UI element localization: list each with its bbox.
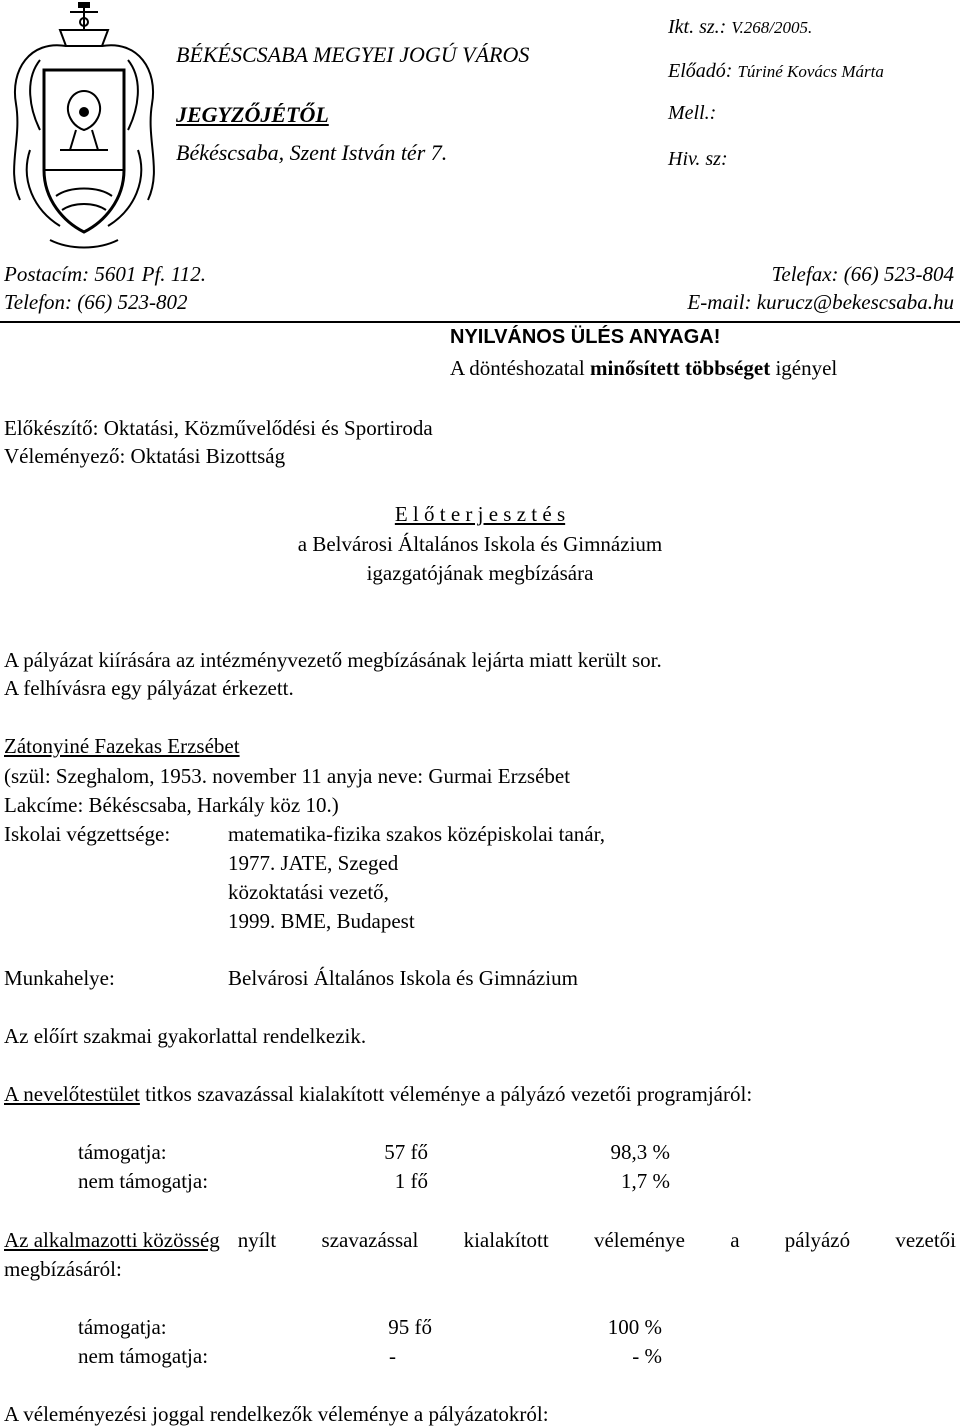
applicant-birth: (szül: Szeghalom, 1953. november 11 anyja neve: Gurmai Erzsébet — [4, 764, 571, 788]
education-line-4: 1999. BME, Budapest — [228, 909, 415, 933]
community-vote-against-count: - — [389, 1344, 396, 1368]
decision-post: igényel — [770, 356, 838, 380]
presenter-label: Előadó: — [668, 60, 733, 82]
community-vote-support-count: 95 fő — [388, 1315, 432, 1339]
hiv-label: Hiv. sz: — [668, 148, 728, 170]
applicant-residence: Lakcíme: Békéscsaba, Harkály köz 10.) — [4, 793, 339, 817]
paragraph-2: A felhívásra egy pályázat érkezett. — [4, 676, 294, 700]
city-name: BÉKÉSCSABA MEGYEI JOGÚ VÁROS — [176, 42, 530, 67]
presenter — [668, 60, 884, 83]
decision-majority: minősített többséget — [589, 356, 771, 380]
community-opinion-line-2: megbízásáról: — [4, 1257, 122, 1281]
education-line-1: matematika-fizika szakos középiskolai tanár, — [228, 822, 606, 846]
workplace-label: Munkahelye: — [4, 966, 115, 990]
staff-vote-against-count: 1 fő — [394, 1169, 428, 1193]
paragraph-1: A pályázat kiírására az intézményvezető megbízásának lejárta miatt került sor. — [4, 648, 662, 672]
community-vote-against-label: nem támogatja: — [78, 1344, 209, 1368]
community-opinion-text: nyílt szavazással kialakított véleménye a pályázó vezetői — [237, 1228, 956, 1252]
community-vote-against-pct: - % — [632, 1344, 662, 1368]
presenter-name: Túriné Kovács Márta — [737, 62, 884, 81]
decision-pre: A döntéshozatal — [450, 356, 590, 380]
phone-number: Telefon: (66) 523-802 — [4, 290, 188, 314]
community-vote-support-pct: 100 % — [607, 1315, 662, 1339]
staff-vote-support-label: támogatja: — [78, 1140, 167, 1164]
reviewer: Véleményező: Oktatási Bizottság — [4, 444, 286, 468]
reference-value: V.268/2005. — [731, 18, 813, 37]
education-line-3: közoktatási vezető, — [228, 880, 389, 904]
staff-vote-support-count: 57 fő — [384, 1140, 428, 1164]
coat-of-arms — [0, 0, 168, 258]
preparer: Előkészítő: Oktatási, Közművelődési és Sportiroda — [4, 416, 433, 440]
staff-body: A nevelőtestület — [4, 1082, 140, 1106]
header-divider — [0, 321, 960, 323]
title-line-2: igazgatójának megbízására — [366, 561, 594, 585]
practice-text: Az előírt szakmai gyakorlattal rendelkezik. — [4, 1024, 367, 1048]
document-title: E l ő t e r j e s z t é s — [394, 502, 566, 526]
staff-vote-against-label: nem támogatja: — [78, 1169, 209, 1193]
staff-opinion — [4, 1082, 752, 1107]
reference-label: Ikt. sz.: — [668, 16, 727, 38]
community-body: Az alkalmazotti közösség — [4, 1228, 220, 1252]
final-statement: A véleményezési joggal rendelkezők véleménye a pályázatokról: — [4, 1402, 549, 1426]
applicant-name: Zátonyiné Fazekas Erzsébet — [4, 734, 240, 758]
fax-number: Telefax: (66) 523-804 — [771, 262, 954, 286]
reference-number — [668, 16, 812, 39]
workplace-value: Belvárosi Általános Iskola és Gimnázium — [228, 966, 578, 990]
office-name: JEGYZŐJÉTŐL — [176, 102, 329, 127]
email-address: E-mail: kurucz@bekescsaba.hu — [687, 290, 954, 314]
community-vote-support-label: támogatja: — [78, 1315, 167, 1339]
staff-vote-support-pct: 98,3 % — [610, 1140, 670, 1164]
education-line-2: 1977. JATE, Szeged — [228, 851, 399, 875]
attachment-label: Mell.: — [668, 102, 717, 124]
education-label: Iskolai végzettsége: — [4, 822, 171, 846]
postal-address: Postacím: 5601 Pf. 112. — [4, 262, 207, 286]
title-line-1: a Belvárosi Általános Iskola és Gimnázium — [297, 532, 663, 556]
decision-requirement — [450, 356, 837, 381]
staff-opinion-text: titkos szavazással kialakított véleménye a pályázó vezetői programjáról: — [139, 1082, 753, 1106]
community-opinion — [4, 1228, 956, 1253]
office-address: Békéscsaba, Szent István tér 7. — [176, 140, 448, 165]
public-session-notice: NYILVÁNOS ÜLÉS ANYAGA! — [450, 326, 721, 348]
practice-statement — [4, 1024, 366, 1049]
staff-vote-against-pct: 1,7 % — [621, 1169, 670, 1193]
